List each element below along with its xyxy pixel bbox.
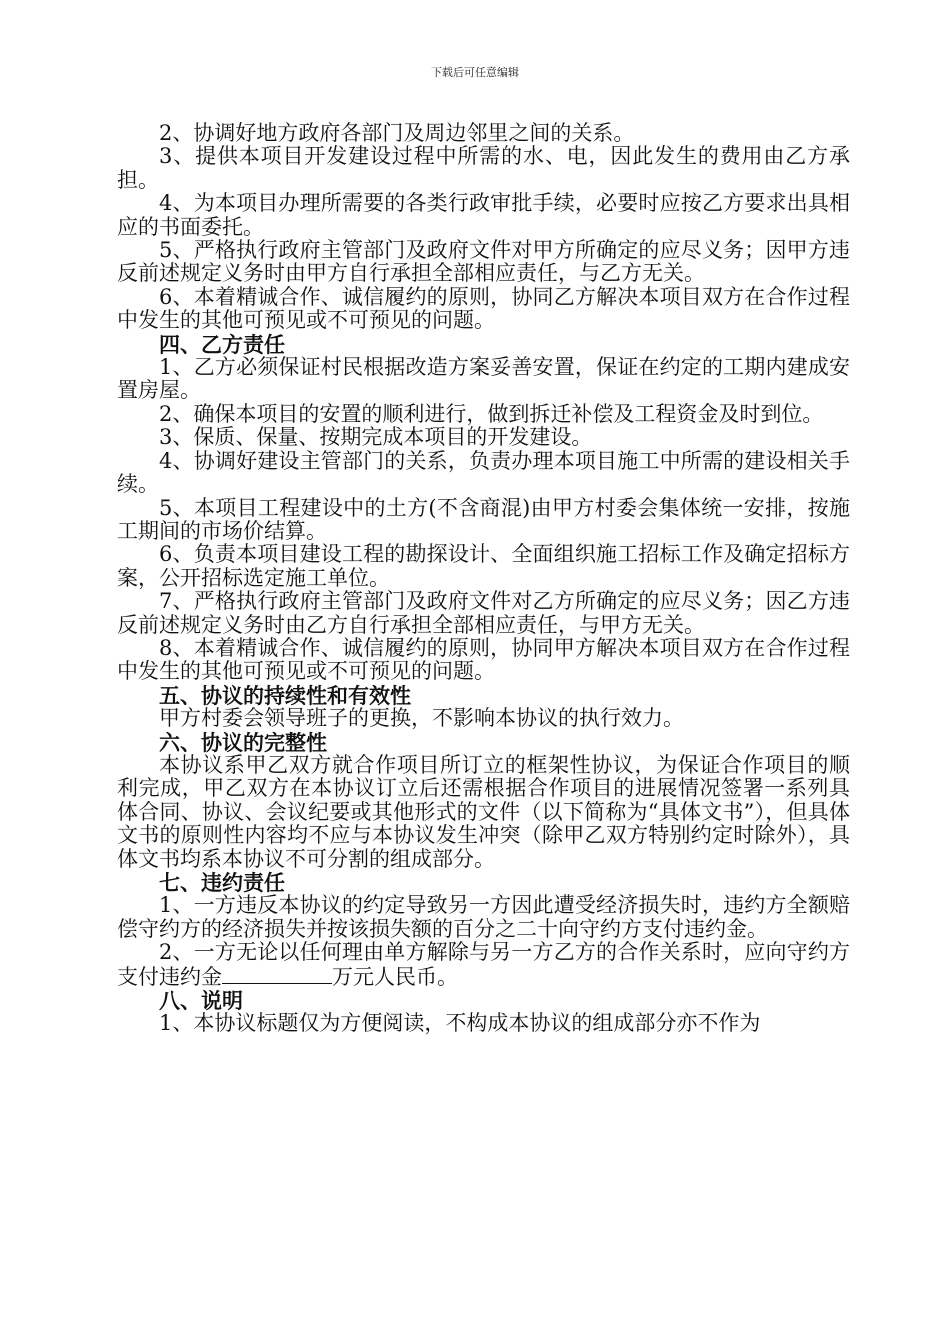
fill-in-blank [222, 965, 332, 984]
paragraph: 4、协调好建设主管部门的关系，负责办理本项目施工中所需的建设相关手续。 [117, 448, 850, 497]
paragraph-with-blank [117, 941, 850, 989]
paragraph: 3、提供本项目开发建设过程中所需的水、电，因此发生的费用由乙方承担。 [117, 144, 850, 192]
paragraph: 5、严格执行政府主管部门及政府文件对甲方所确定的应尽义务；因甲方违反前述规定义务时由甲方自行承担全部相应责任，与乙方无关。 [117, 238, 850, 286]
section-heading: 六、协议的完整性 [159, 729, 327, 755]
section-heading: 七、违约责任 [159, 870, 285, 895]
paragraph-text: 万元人民币。 [332, 964, 458, 989]
section-heading: 八、说明 [159, 988, 243, 1014]
paragraph: 3、保质、保量、按期完成本项目的开发建设。 [159, 425, 593, 450]
paragraph: 1、乙方必须保证村民根据改造方案妥善安置，保证在约定的工期内建成安置房屋。 [117, 355, 850, 403]
paragraph: 8、本着精诚合作、诚信履约的原则，协同甲方解决本项目双方在合作过程中发生的其他可预见或不可预见的问题。 [117, 635, 850, 684]
section-heading: 四、乙方责任 [159, 331, 285, 357]
paragraph: 2、确保本项目的安置的顺利进行，做到拆迁补偿及工程资金及时到位。 [159, 401, 824, 426]
paragraph: 本协议系甲乙双方就合作项目所订立的框架性协议，为保证合作项目的顺利完成，甲乙双方在本协议订立后还需根据合作项目的进展情况签署一系列具体合同、协议、会议纪要或其他形式的文件（以下简称为“具体文书”），但具体文书的原则性内容均不应与本协议发生冲突（除甲乙双方特别约定时除外），具体文书均系本协议不可分割的组成部分。 [117, 752, 850, 871]
paragraph-text: 2、一方无论以任何理由单方解除与另一方乙方的合作关系时，应向守约方支付违约金 [117, 940, 850, 989]
paragraph: 6、负责本项目建设工程的勘探设计、全面组织施工招标工作及确定招标方案，公开招标选定施工单位。 [117, 542, 850, 590]
paragraph: 2、协调好地方政府各部门及周边邻里之间的关系。 [159, 121, 635, 145]
paragraph: 5、本项目工程建设中的土方(不含商混)由甲方村委会集体统一安排，按施工期间的市场价结算。 [117, 495, 850, 543]
paragraph: 6、本着精诚合作、诚信履约的原则，协同乙方解决本项目双方在合作过程中发生的其他可预见或不可预见的问题。 [117, 284, 850, 333]
document-body [117, 122, 850, 1036]
section-heading: 五、协议的持续性和有效性 [159, 682, 411, 708]
paragraph: 甲方村委会领导班子的更换，不影响本协议的执行效力。 [159, 706, 684, 731]
paragraph: 7、严格执行政府主管部门及政府文件对乙方所确定的应尽义务；因乙方违反前述规定义务时由乙方自行承担全部相应责任，与甲方无关。 [117, 589, 850, 637]
paragraph: 1、本协议标题仅为方便阅读，不构成本协议的组成部分亦不作为 [159, 1011, 761, 1036]
paragraph: 4、为本项目办理所需要的各类行政审批手续，必要时应按乙方要求出具相应的书面委托。 [117, 191, 850, 239]
page-header-note: 下载后可任意编辑 [431, 66, 519, 79]
paragraph: 1、一方违反本协议的约定导致另一方因此遭受经济损失时，违约方全额赔偿守约方的经济损失并按该损失额的百分之二十向守约方支付违约金。 [117, 893, 850, 941]
